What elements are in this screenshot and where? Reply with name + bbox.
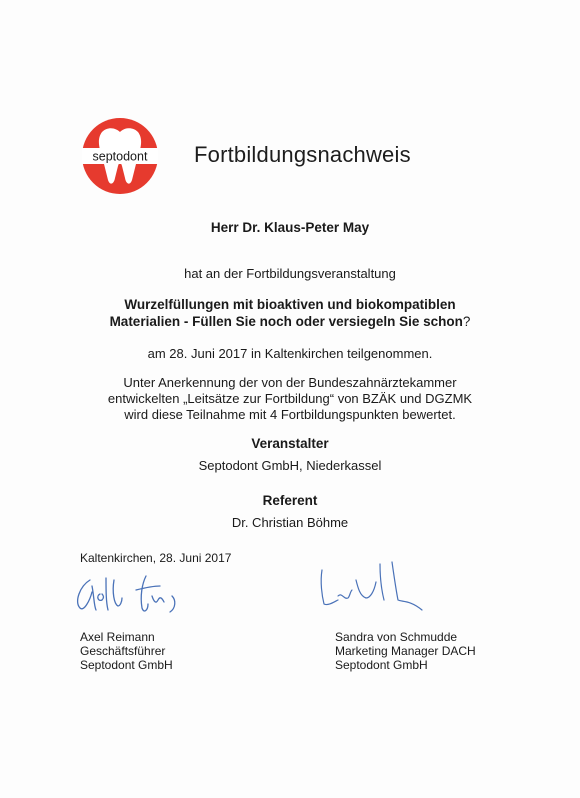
course-title-line-1: Wurzelfüllungen mit bioaktiven und biokompatiblen — [124, 297, 456, 312]
signatory-right-role: Marketing Manager DACH — [335, 644, 476, 658]
signatory-right — [335, 630, 476, 672]
place-date: Kaltenkirchen, 28. Juni 2017 — [80, 551, 232, 565]
recognition-line-1: Unter Anerkennung der von der Bundeszahnärztekammer — [123, 375, 457, 390]
signatory-left — [80, 630, 173, 672]
signatory-left-role: Geschäftsführer — [80, 644, 166, 658]
course-title-line-2-text: Materialien - Füllen Sie noch oder versiegeln Sie schon — [109, 314, 463, 329]
signatory-left-company: Septodont GmbH — [80, 658, 173, 672]
course-title — [0, 296, 580, 330]
recognition-text — [0, 375, 580, 423]
recognition-line-2: entwickelten „Leitsätze zur Fortbildung“ von BZÄK und DGZMK — [107, 391, 473, 406]
signatory-right-name: Sandra von Schmudde — [335, 630, 458, 644]
organizer-heading: Veranstalter — [251, 436, 329, 451]
logo-text: septodont — [92, 149, 148, 164]
page-title: Fortbildungsnachweis — [194, 142, 411, 167]
attendance-date: am 28. Juni 2017 in Kaltenkirchen teilgenommen. — [147, 346, 433, 361]
course-title-line-2 — [0, 313, 580, 330]
signature-axel-reimann — [72, 566, 202, 622]
course-title-question-mark: ? — [462, 314, 471, 329]
signatory-right-company: Septodont GmbH — [335, 658, 428, 672]
speaker-heading: Referent — [262, 493, 318, 508]
signature-sandra-von-schmudde — [314, 556, 434, 618]
speaker-value: Dr. Christian Böhme — [231, 515, 349, 530]
recipient-name: Herr Dr. Klaus-Peter May — [210, 220, 370, 235]
signatory-left-name: Axel Reimann — [80, 630, 155, 644]
intro-text: hat an der Fortbildungsveranstaltung — [184, 266, 396, 281]
septodont-logo — [80, 116, 160, 196]
recognition-line-3: wird diese Teilnahme mit 4 Fortbildungspunkten bewertet. — [124, 407, 456, 422]
organizer-value: Septodont GmbH, Niederkassel — [198, 458, 382, 473]
